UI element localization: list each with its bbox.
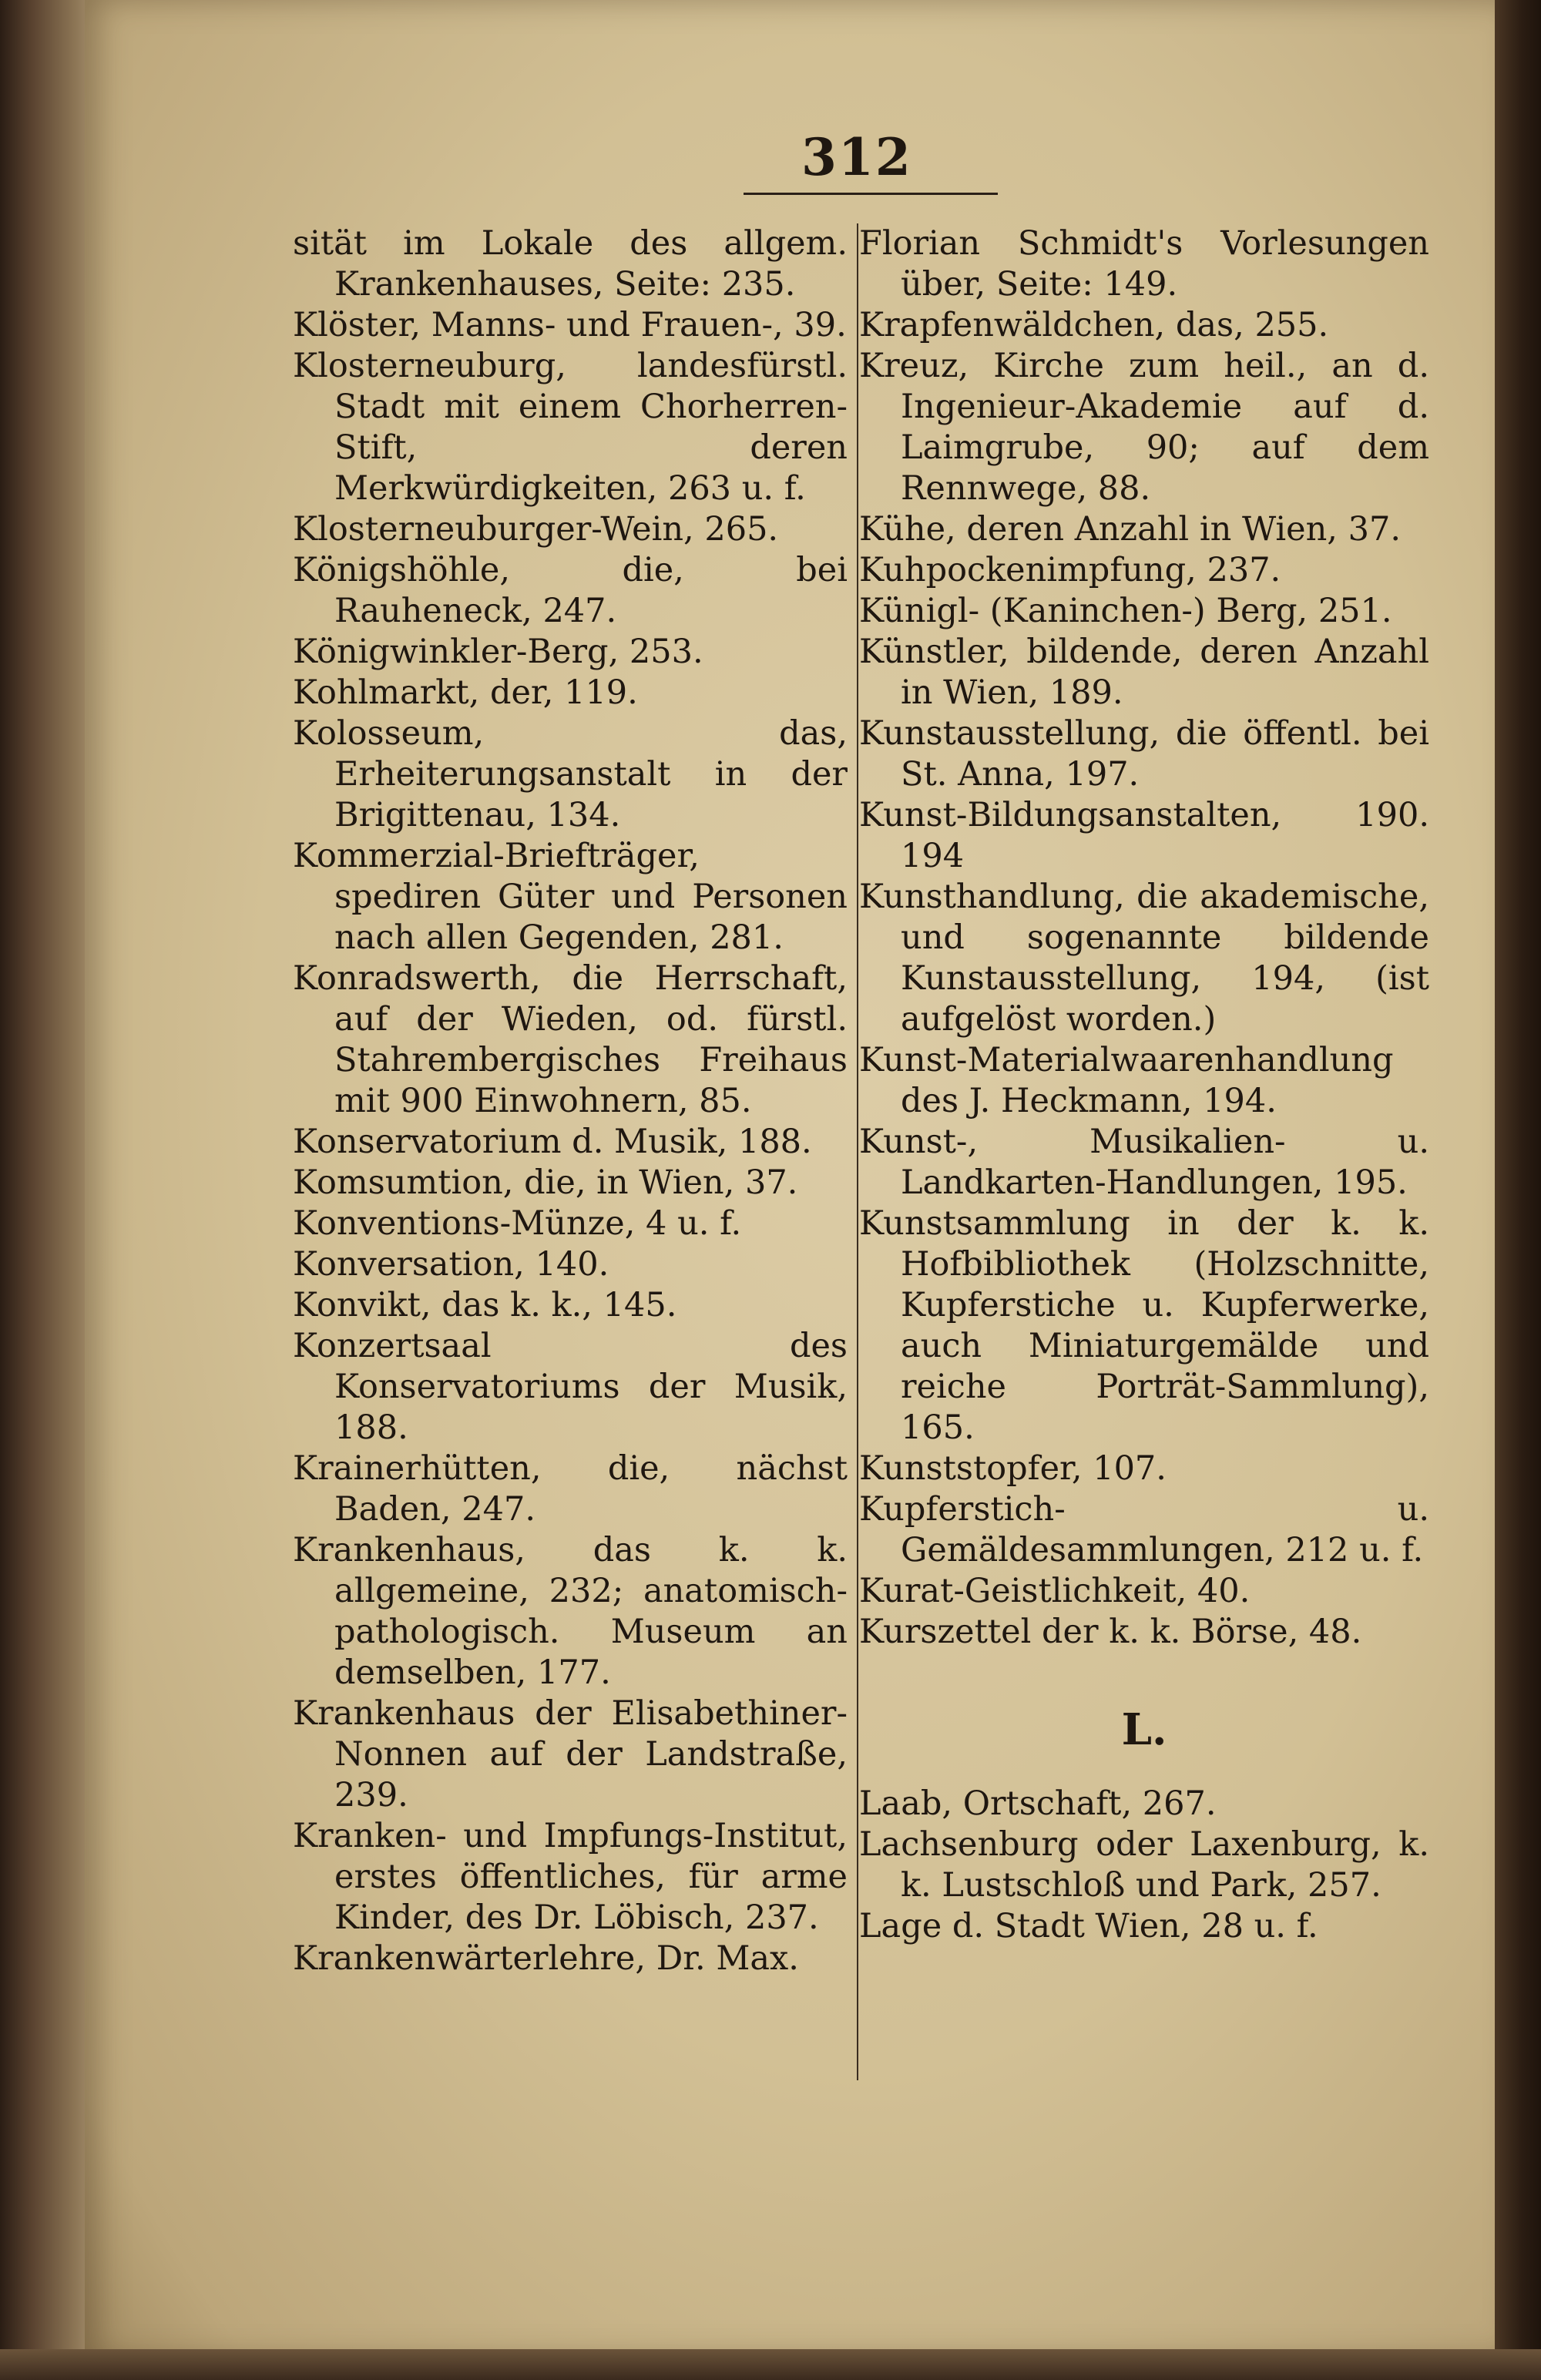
- book-bottom-edge: [0, 2349, 1541, 2380]
- index-entry: Kuhpockenimpfung, 237.: [859, 551, 1281, 589]
- index-entry: Kunst-Bildungsanstalten, 190. 194: [859, 796, 1429, 875]
- index-entry: Krainerhütten, die, nächst Baden, 247.: [293, 1449, 848, 1529]
- index-entry: Laab, Ortschaft, 267.: [859, 1784, 1217, 1823]
- index-entry: Konvikt, das k. k., 145.: [293, 1286, 677, 1324]
- index-entry: Krankenhaus der Elisabethiner-Nonnen auf der Landstraße, 239.: [293, 1694, 848, 1814]
- index-entry: Klosterneuburg, landesfürstl. Stadt mit einem Chorherren-Stift, deren Merkwürdigkeiten, 263 u. f.: [293, 347, 848, 508]
- index-entry: Kurat-Geistlichkeit, 40.: [859, 1572, 1251, 1610]
- index-entry: Kurszettel der k. k. Börse, 48.: [859, 1613, 1362, 1651]
- index-entry: Kommerzial-Briefträger, spediren Güter und Personen nach allen Gegenden, 281.: [293, 837, 848, 957]
- index-entry: Klöster, Manns- und Frauen-, 39.: [293, 306, 847, 344]
- index-entry: Lachsenburg oder Laxenburg, k. k. Lustschloß und Park, 257.: [859, 1825, 1429, 1905]
- book-cover-edge: [1495, 0, 1541, 2380]
- index-entry: Königshöhle, die, bei Rauheneck, 247.: [293, 551, 848, 630]
- left-column: [293, 223, 848, 1979]
- index-entry: sität im Lokale des allgem. Krankenhauses, Seite: 235.: [293, 224, 848, 304]
- index-entry: Kunsthandlung, die akademische, und sogenannte bildende Kunstausstellung, 194, (ist aufgelöst worden.): [859, 878, 1429, 1039]
- index-entry: Kunststopfer, 107.: [859, 1449, 1167, 1488]
- page-number: 312: [801, 127, 912, 187]
- index-entry: Konradswerth, die Herrschaft, auf der Wieden, od. fürstl. Stahrembergisches Freihaus mit 900 Einwohnern, 85.: [293, 959, 848, 1120]
- index-entry: Konversation, 140.: [293, 1245, 609, 1284]
- section-letter: L.: [1121, 1704, 1167, 1755]
- index-entry: Königwinkler-Berg, 253.: [293, 633, 703, 671]
- header-rule: [744, 193, 998, 195]
- column-divider: [857, 223, 858, 2080]
- index-entry: Klosterneuburger-Wein, 265.: [293, 510, 779, 549]
- index-entry: Kunst-, Musikalien- u. Landkarten-Handlungen, 195.: [859, 1123, 1429, 1202]
- index-entry: Florian Schmidt's Vorlesungen über, Seite: 149.: [859, 224, 1429, 304]
- index-entry: Kranken- und Impfungs-Institut, erstes öffentliches, für arme Kinder, des Dr. Löbisch, 237.: [293, 1817, 848, 1937]
- index-entry: Kolosseum, das, Erheiterungsanstalt in der Brigittenau, 134.: [293, 714, 848, 834]
- index-entry: Kohlmarkt, der, 119.: [293, 673, 638, 712]
- index-entry: Konzertsaal des Konservatoriums der Musik, 188.: [293, 1327, 848, 1447]
- right-column: [859, 223, 1429, 1947]
- index-entry: Kunstsammlung in der k. k. Hofbibliothek (Holzschnitte, Kupferstiche u. Kupferwerke, auch Miniaturgemälde und reiche Porträt-Sammlung), 165.: [859, 1204, 1429, 1447]
- index-entry: Krapfenwäldchen, das, 255.: [859, 306, 1329, 344]
- index-entry: Krankenhaus, das k. k. allgemeine, 232; anatomisch-pathologisch. Museum an demselben, 177.: [293, 1531, 848, 1692]
- index-entry: Komsumtion, die, in Wien, 37.: [293, 1163, 798, 1202]
- index-entry: Künstler, bildende, deren Anzahl in Wien, 189.: [859, 633, 1429, 712]
- index-entry: Krankenwärterlehre, Dr. Max.: [293, 1939, 799, 1978]
- index-entry: Konservatorium d. Musik, 188.: [293, 1123, 812, 1161]
- index-entry: Kupferstich- u. Gemäldesammlungen, 212 u. f.: [859, 1490, 1429, 1569]
- index-entry: Künigl- (Kaninchen-) Berg, 251.: [859, 592, 1392, 630]
- index-entry: Kreuz, Kirche zum heil., an d. Ingenieur-Akademie auf d. Laimgrube, 90; auf dem Rennwege, 88.: [859, 347, 1429, 508]
- index-entry: Kühe, deren Anzahl in Wien, 37.: [859, 510, 1402, 549]
- index-entry: Kunst-Materialwaarenhandlung des J. Heckmann, 194.: [859, 1041, 1394, 1120]
- index-entry: Konventions-Münze, 4 u. f.: [293, 1204, 742, 1243]
- index-entry: Lage d. Stadt Wien, 28 u. f.: [859, 1907, 1318, 1945]
- index-entry: Kunstausstellung, die öffentl. bei St. Anna, 197.: [859, 714, 1429, 794]
- book-spine-edge: [0, 0, 92, 2380]
